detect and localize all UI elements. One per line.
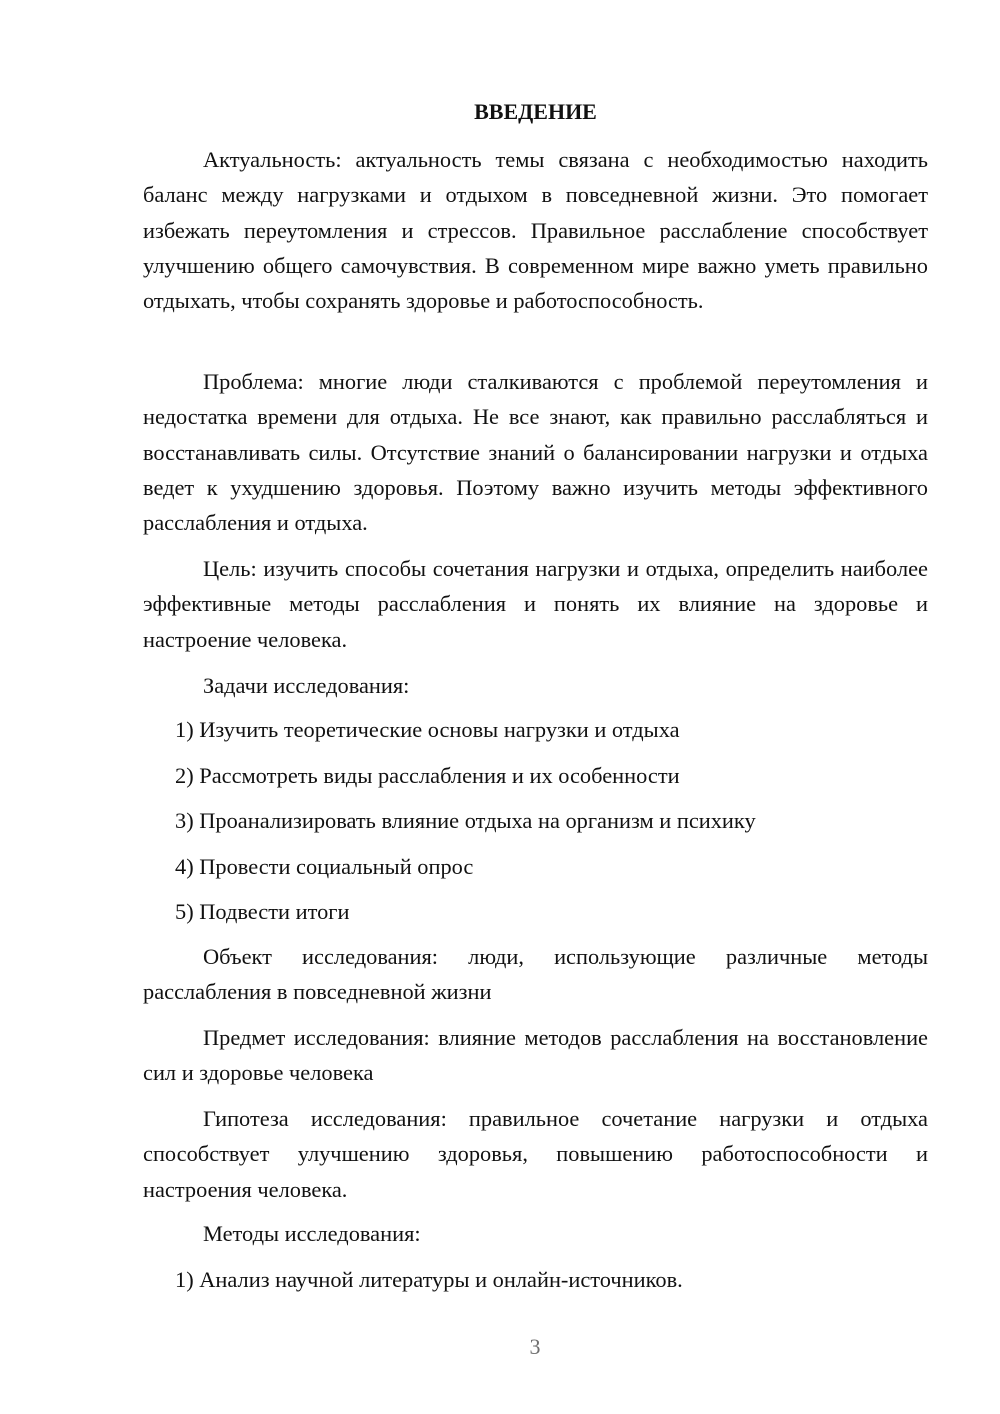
methods-heading: Методы исследования: xyxy=(203,1221,421,1246)
task-item: 2) Рассмотреть виды расслабления и их особенности xyxy=(175,763,680,788)
task-item: 3) Проанализировать влияние отдыха на организм и психику xyxy=(175,808,756,833)
section-heading: ВВЕДЕНИЕ xyxy=(474,99,597,124)
page-number: 3 xyxy=(529,1334,541,1359)
goal-paragraph: Цель: изучить способы сочетания нагрузки и отдыха, определить наиболее эффективные методы расслабления и понять их влияние на здоровье и настроение человека. xyxy=(143,556,928,652)
hypothesis-paragraph: Гипотеза исследования: правильное сочетание нагрузки и отдыха способствует улучшению здоровья, повышению работоспособности и настроения человека. xyxy=(143,1106,928,1202)
subject-paragraph: Предмет исследования: влияние методов расслабления на восстановление сил и здоровье человека xyxy=(143,1025,928,1086)
tasks-heading: Задачи исследования: xyxy=(203,673,410,698)
task-item: 4) Провести социальный опрос xyxy=(175,854,474,879)
relevance-paragraph: Актуальность: актуальность темы связана с необходимостью находить баланс между нагрузками и отдыхом в повседневной жизни. Это помогает избежать переутомления и стрессов. Правильное расслабление способствует улучшению общего самочувствия. В современном мире важно уметь правильно отдыхать, чтобы сохранять здоровье и работоспособность. xyxy=(143,147,928,314)
task-item: 5) Подвести итоги xyxy=(175,899,350,924)
task-item: 1) Изучить теоретические основы нагрузки и отдыха xyxy=(175,717,680,742)
method-item: 1) Анализ научной литературы и онлайн-источников. xyxy=(175,1267,683,1292)
object-paragraph: Объект исследования: люди, использующие различные методы расслабления в повседневной жизни xyxy=(143,944,928,1005)
problem-paragraph: Проблема: многие люди сталкиваются с проблемой переутомления и недостатка времени для отдыха. Не все знают, как правильно расслабляться и восстанавливать силы. Отсутствие знаний о балансировании нагрузки и отдыха ведет к ухудшению здоровья. Поэтому важно изучить методы эффективного расслабления и отдыха. xyxy=(143,369,928,536)
